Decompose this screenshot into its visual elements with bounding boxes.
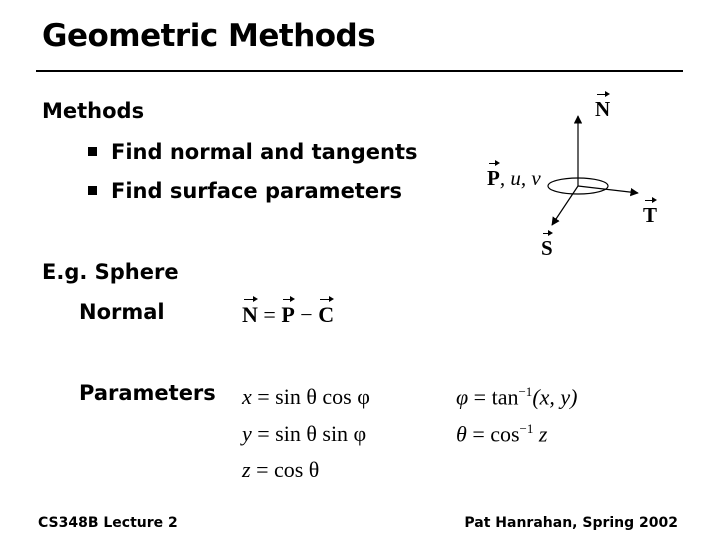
- param-equation-x: [242, 384, 370, 410]
- equals-sign: =: [263, 302, 276, 327]
- eq-rhs: = sin θ cos φ: [257, 384, 370, 409]
- minus-sign: −: [300, 302, 313, 327]
- inverse-equation-phi: [456, 384, 578, 410]
- eq-rhs: = cos: [472, 421, 520, 447]
- diagram-label-t: [643, 203, 657, 228]
- bullet-text: Find surface parameters: [111, 179, 402, 203]
- eq-var: y: [242, 421, 252, 446]
- diagram-label-s: [541, 236, 553, 261]
- eq-tail: z: [538, 421, 548, 447]
- param-equation-y: [242, 421, 366, 447]
- eq-rhs: = tan: [473, 384, 519, 410]
- methods-heading: Methods: [42, 99, 145, 123]
- bullet-item-normal-tangents: [88, 140, 418, 164]
- bullet-square-icon: [88, 147, 97, 156]
- title-divider: [36, 70, 683, 72]
- vector-t-label: T: [643, 203, 658, 227]
- normal-equation: [242, 302, 334, 328]
- vector-s-label: S: [541, 236, 553, 260]
- vector-p-label: P: [487, 166, 500, 190]
- eq-var: φ: [456, 384, 469, 410]
- p-params-text: , u, v: [499, 166, 541, 190]
- diagram-label-n: [595, 97, 610, 122]
- eq-superscript: −1: [519, 421, 534, 436]
- eq-superscript: −1: [518, 384, 533, 399]
- eq-var: x: [242, 384, 252, 409]
- bullet-text: Find normal and tangents: [111, 140, 418, 164]
- slide-title: Geometric Methods: [42, 18, 376, 54]
- bullet-square-icon: [88, 186, 97, 195]
- footer-left: CS348B Lecture 2: [38, 515, 178, 531]
- vector-n: N: [242, 302, 258, 327]
- eq-rhs: = cos θ: [256, 457, 320, 482]
- eq-rhs: = sin θ sin φ: [257, 421, 367, 446]
- bullet-item-surface-params: [88, 179, 402, 203]
- footer-right: Pat Hanrahan, Spring 2002: [464, 515, 678, 531]
- normal-label: Normal: [79, 300, 165, 324]
- eq-var: θ: [456, 421, 467, 447]
- diagram-label-p: [487, 166, 541, 191]
- vector-n-label: N: [595, 97, 611, 121]
- param-equation-z: [242, 457, 319, 483]
- example-heading: E.g. Sphere: [42, 260, 179, 284]
- parameters-label: Parameters: [79, 381, 216, 405]
- inverse-equation-theta: [456, 421, 547, 447]
- eq-var: z: [242, 457, 251, 482]
- eq-tail: (x, y): [532, 384, 578, 410]
- vector-p: P: [281, 302, 295, 327]
- vector-c: C: [318, 302, 335, 327]
